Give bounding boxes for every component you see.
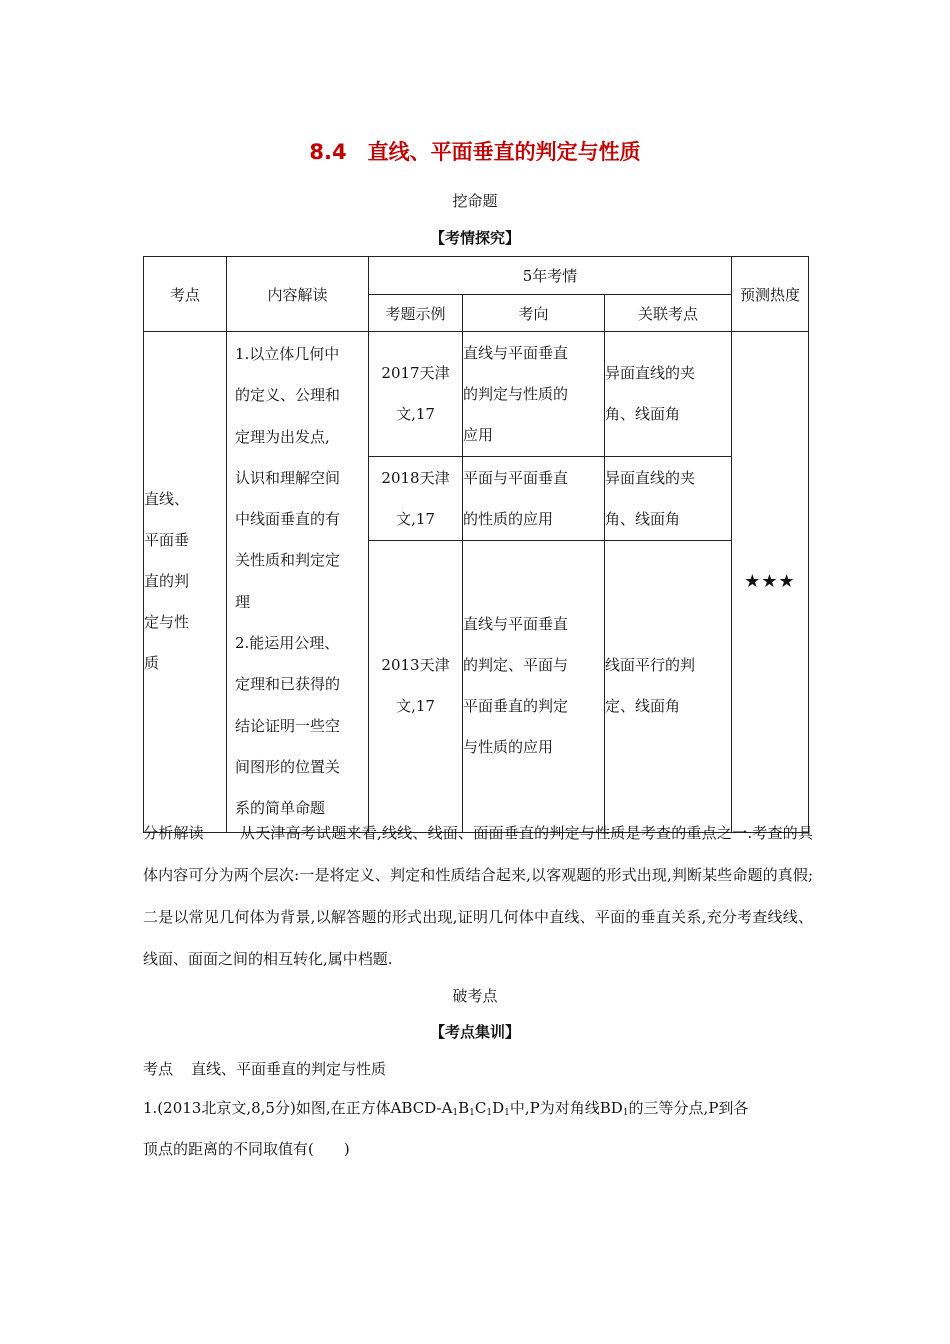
- subheader-example: 考题示例: [369, 295, 463, 332]
- q1-letter: C: [474, 1099, 487, 1117]
- related-line: 异面直线的夹: [605, 468, 696, 487]
- question-1-line-2: 顶点的距离的不同取值有( ): [143, 1140, 350, 1158]
- content-line: 定理为出发点,: [235, 427, 330, 446]
- q1-prefix: 1.(2013北京文,8,5分)如图,在正方体ABCD-A: [143, 1099, 453, 1117]
- example-line: 2013天津: [381, 656, 450, 675]
- subheader-related: 关联考点: [605, 295, 732, 332]
- content-line: 间图形的位置关: [235, 757, 341, 776]
- related-cell-2: [605, 457, 732, 541]
- kaodian-heading: [143, 1058, 386, 1079]
- related-line: 异面直线的夹: [605, 364, 696, 383]
- kaodian-text: 直线、平面垂直的判定与性质: [191, 1060, 387, 1078]
- direction-cell-1: [463, 332, 605, 457]
- direction-line: 应用: [463, 425, 494, 444]
- subheading-jixun: 【考点集训】: [429, 1023, 520, 1041]
- analysis-paragraph: [143, 812, 813, 980]
- content-line: 认识和理解空间: [235, 468, 341, 487]
- kaodian-line: 定与性: [144, 613, 190, 632]
- analysis-label: 分析解读: [143, 824, 204, 842]
- q1-sub: 1: [622, 1108, 629, 1118]
- content-line: 理: [235, 592, 251, 611]
- heat-stars: ★★★: [732, 332, 809, 833]
- header-yuce: 预测热度: [732, 257, 809, 332]
- kaodian-line: 质: [144, 654, 160, 673]
- direction-line: 直线与平面垂直: [463, 343, 569, 362]
- related-line: 线面平行的判: [605, 656, 696, 675]
- analysis-text: 从天津高考试题来看,线线、线面、面面垂直的判定与性质是考查的重点之一.考查的具体内容可分为两个层次:一是将定义、判定和性质结合起来,以客观题的形式出现,判断某些命题的真假;二是以常见几何体为背景,以解答题的形式出现,证明几何体中直线、平面的垂直关系,充分考查线线、线面、面面之间的相互转化,属中档题.: [143, 824, 813, 968]
- question-1-line-1: [143, 1097, 748, 1118]
- direction-cell-2: [463, 457, 605, 541]
- part-heading-wamingti: 挖命题: [452, 192, 498, 210]
- direction-line: 直线与平面垂直: [463, 615, 569, 634]
- q1-letter: B: [458, 1099, 470, 1117]
- content-line: 2.能运用公理、: [235, 634, 340, 653]
- content-line: 结论证明一些空: [235, 716, 341, 735]
- direction-line: 的性质的应用: [463, 509, 554, 528]
- direction-line: 平面垂直的判定: [463, 697, 569, 716]
- related-line: 角、线面角: [605, 509, 681, 528]
- q1-mid: 中,P为对角线BD: [509, 1099, 623, 1117]
- header-kaodian: 考点: [144, 257, 227, 332]
- related-cell-1: [605, 332, 732, 457]
- q1-suffix: 的三等分点,P到各: [628, 1099, 749, 1117]
- direction-line: 平面与平面垂直: [463, 468, 569, 487]
- direction-line: 的判定、平面与: [463, 656, 569, 675]
- content-cell: [227, 332, 369, 833]
- exam-analysis-table: [143, 256, 809, 833]
- direction-line: 的判定与性质的: [463, 384, 569, 403]
- q1-sub: 1: [452, 1108, 459, 1118]
- content-line: 定理和已获得的: [235, 675, 341, 694]
- example-line: 文,17: [396, 697, 435, 716]
- example-line: 文,17: [396, 405, 435, 424]
- subheading-kaoqing: 【考情探究】: [429, 229, 520, 247]
- q1-sub: 1: [469, 1108, 475, 1118]
- content-line: 1.以立体几何中: [235, 345, 340, 363]
- related-line: 角、线面角: [605, 405, 681, 424]
- q1-letter: D: [492, 1099, 505, 1117]
- part-heading-pokaodian: 破考点: [452, 987, 498, 1005]
- kaodian-line: 直的判: [144, 572, 190, 591]
- kaodian-line: 直线、: [144, 490, 190, 509]
- kaodian-line: 平面垂: [144, 531, 190, 550]
- section-title: 8.4 直线、平面垂直的判定与性质: [309, 140, 641, 164]
- q1-sub: 1: [486, 1108, 493, 1118]
- content-line: 关性质和判定定: [235, 551, 341, 570]
- related-line: 定、线面角: [605, 697, 681, 716]
- direction-cell-3: [463, 540, 605, 832]
- example-line: 2017天津: [381, 364, 450, 383]
- header-neirong: 内容解读: [227, 257, 369, 332]
- direction-line: 与性质的应用: [463, 738, 554, 757]
- related-cell-3: [605, 540, 732, 832]
- kaodian-label: 考点: [143, 1060, 174, 1078]
- header-5year: 5年考情: [369, 257, 732, 295]
- example-cell-3: [369, 540, 463, 832]
- content-line: 的定义、公理和: [235, 386, 341, 405]
- subheader-direction: 考向: [463, 295, 605, 332]
- content-line: 系的简单命题: [235, 799, 326, 818]
- example-cell-2: [369, 457, 463, 541]
- content-line: 中线面垂直的有: [235, 510, 341, 529]
- kaodian-cell: [144, 332, 227, 833]
- example-cell-1: [369, 332, 463, 457]
- q1-sub: 1: [504, 1108, 510, 1118]
- example-line: 2018天津: [381, 468, 450, 487]
- example-line: 文,17: [396, 509, 435, 528]
